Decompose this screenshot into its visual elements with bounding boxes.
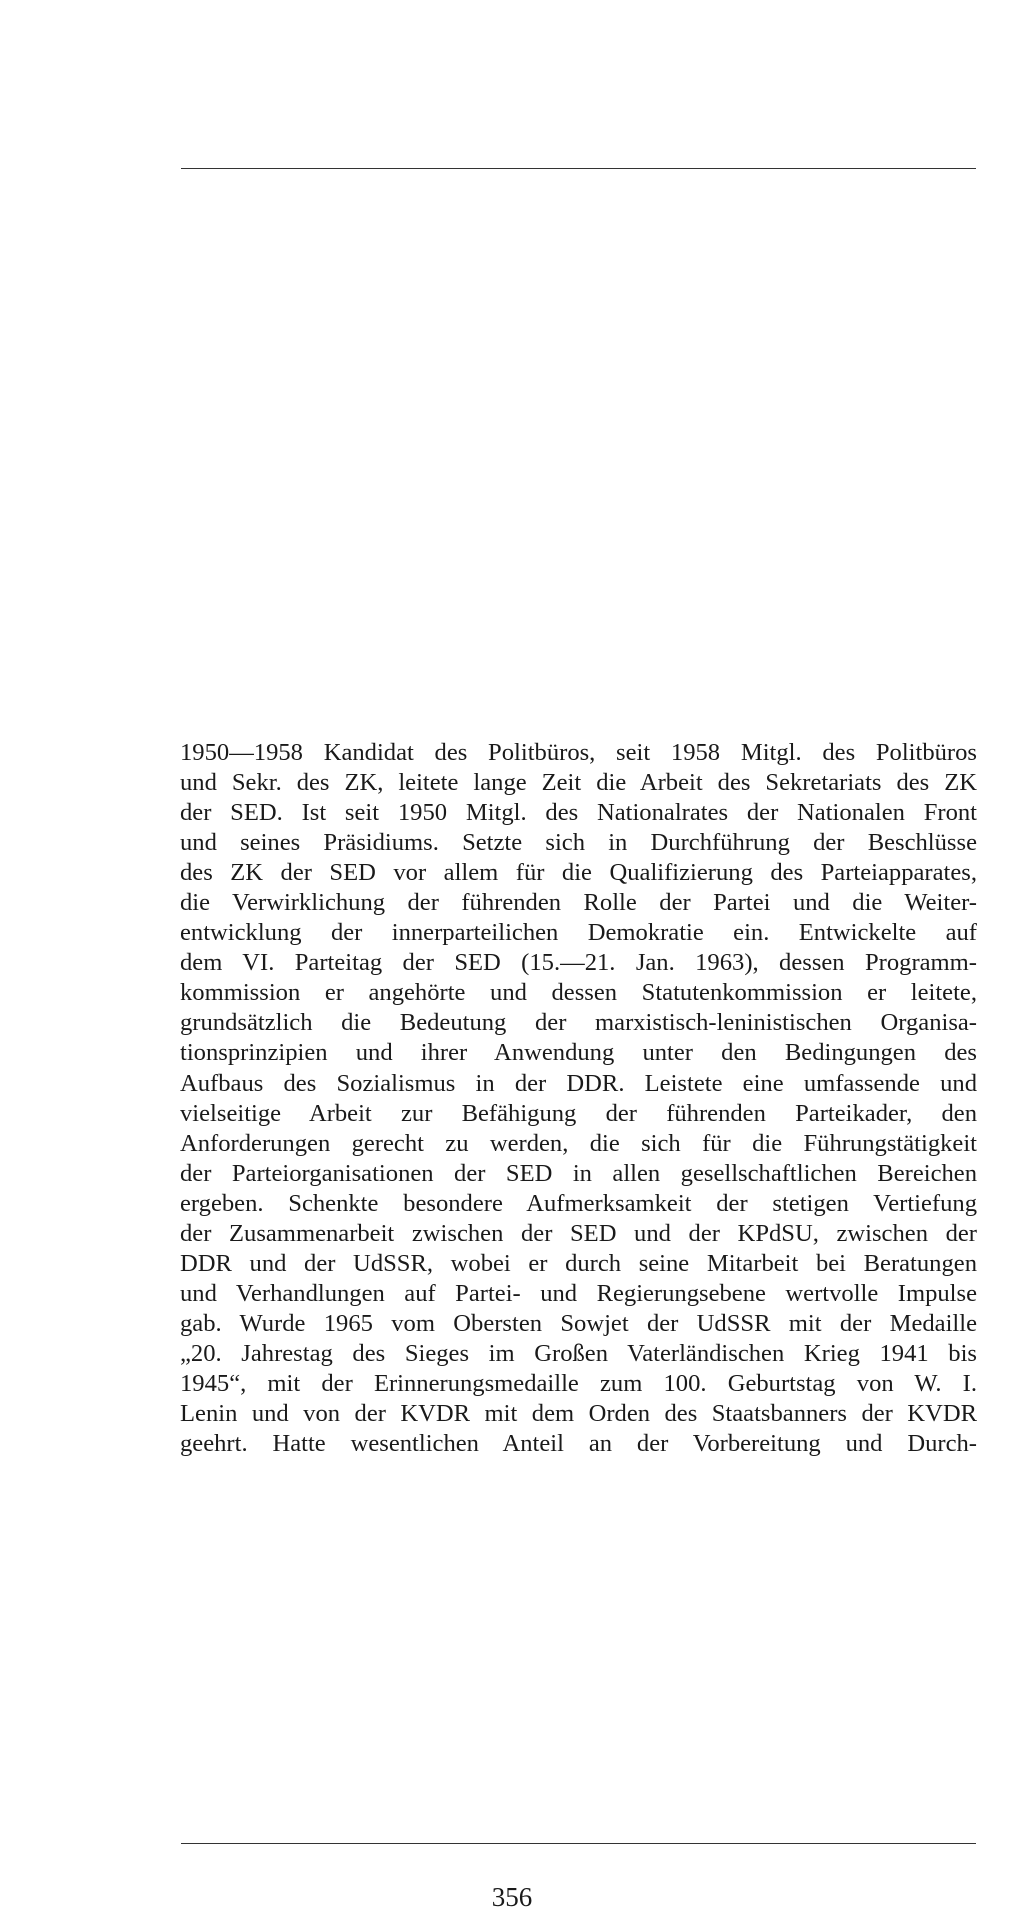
text-line-4: und seines Präsidiums. Setzte sich in Durchführung der Beschlüsse [180,829,977,857]
text-line-8: dem VI. Parteitag der SED (15.—21. Jan. 1963), dessen Programm- [180,949,977,977]
text-line-6: die Verwirklichung der führenden Rolle der Partei und die Weiter- [180,889,977,917]
text-line-17: der Zusammenarbeit zwischen der SED und der KPdSU, zwischen der [180,1219,977,1247]
text-line-7: entwicklung der innerparteilichen Demokratie ein. Entwickelte auf [180,919,977,947]
text-line-15: der Parteiorganisationen der SED in allen gesellschaftlichen Bereichen [180,1159,977,1187]
text-line-1: 1950—1958 Kandidat des Politbüros, seit 1958 Mitgl. des Politbüros [180,739,977,766]
text-line-14: Anforderungen gerecht zu werden, die sich für die Führungstätigkeit [180,1129,977,1157]
text-line-23: Lenin und von der KVDR mit dem Orden des Staatsbanners der KVDR [180,1400,977,1428]
text-line-5: des ZK der SED vor allem für die Qualifizierung des Parteiapparates, [180,859,977,887]
text-line-10: grundsätzlich die Bedeutung der marxistisch-leninistischen Organisa- [180,1009,977,1037]
text-line-22: 1945“, mit der Erinnerungsmedaille zum 100. Geburtstag von W. I. [180,1369,977,1397]
footer-rule [181,1843,976,1844]
page-number: 356 [491,1882,533,1912]
text-line-18: DDR und der UdSSR, wobei er durch seine Mitarbeit bei Beratungen [180,1249,977,1277]
header-rule [181,168,976,169]
text-line-9: kommission er angehörte und dessen Statutenkommission er leitete, [180,979,977,1007]
text-line-12: Aufbaus des Sozialismus in der DDR. Leistete eine umfassende und [180,1069,977,1097]
text-line-16: ergeben. Schenkte besondere Aufmerksamkeit der stetigen Vertiefung [180,1189,977,1217]
text-line-2: und Sekr. des ZK, leitete lange Zeit die Arbeit des Sekretariats des ZK [180,769,977,797]
text-line-19: und Verhandlungen auf Partei- und Regierungsebene wertvolle Impulse [180,1279,977,1307]
text-line-3: der SED. Ist seit 1950 Mitgl. des Nationalrates der Nationalen Front [180,799,977,827]
text-line-20: gab. Wurde 1965 vom Obersten Sowjet der UdSSR mit der Medaille [180,1309,977,1337]
text-line-11: tionsprinzipien und ihrer Anwendung unter den Bedingungen des [180,1039,977,1067]
text-line-21: „20. Jahrestag des Sieges im Großen Vaterländischen Krieg 1941 bis [180,1339,977,1367]
text-line-13: vielseitige Arbeit zur Befähigung der führenden Parteikader, den [180,1099,977,1127]
text-line-24: geehrt. Hatte wesentlichen Anteil an der Vorbereitung und Durch- [180,1430,977,1458]
body-text [180,738,977,1459]
